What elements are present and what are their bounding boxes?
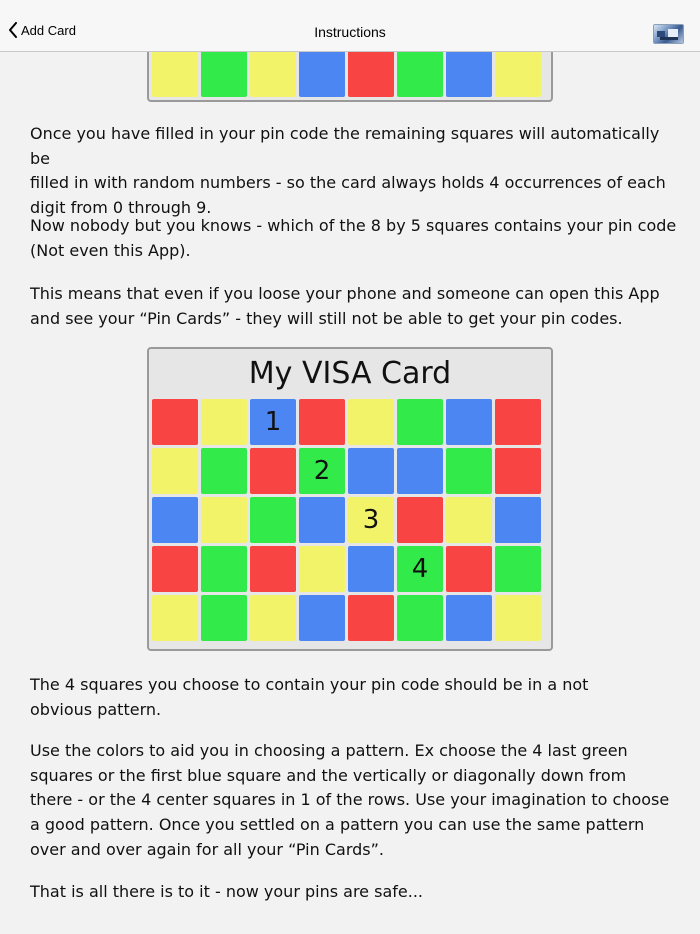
card-square <box>446 595 492 641</box>
card-square <box>397 51 443 97</box>
card-square <box>299 399 345 445</box>
pin-digit-square: 1 <box>250 399 296 445</box>
card-square <box>201 595 247 641</box>
card-thumbnail-icon[interactable] <box>653 24 684 44</box>
example-card <box>147 347 553 651</box>
paragraph-security: This means that even if you loose your phone and someone can open this App and see your “Pin Cards” - they will still not be able to get your pin codes. <box>30 284 660 328</box>
card-square <box>446 51 492 97</box>
card-square <box>446 399 492 445</box>
card-square <box>348 51 394 97</box>
navigation-bar <box>0 0 700 52</box>
card-square <box>201 448 247 494</box>
card-grid-partial <box>152 51 541 97</box>
page-title: Instructions <box>314 24 386 40</box>
pin-digit-square: 3 <box>348 497 394 543</box>
card-square <box>299 51 345 97</box>
card-square <box>348 546 394 592</box>
card-square <box>250 595 296 641</box>
card-square <box>495 546 541 592</box>
card-square <box>495 497 541 543</box>
card-square <box>299 546 345 592</box>
card-square <box>495 51 541 97</box>
paragraph-privacy: Now nobody but you knows - which of the 8 by 5 squares contains your pin code (Not even this App). <box>30 216 677 260</box>
card-square <box>201 546 247 592</box>
card-square <box>250 546 296 592</box>
card-square <box>201 51 247 97</box>
card-square <box>397 595 443 641</box>
card-square <box>446 497 492 543</box>
back-button-label: Add Card <box>21 22 76 38</box>
paragraph-closing: That is all there is to it - now your pins are safe... <box>30 882 423 901</box>
card-square <box>299 497 345 543</box>
card-square <box>348 399 394 445</box>
example-card-title: My VISA Card <box>248 356 452 391</box>
card-square <box>201 497 247 543</box>
card-square <box>397 399 443 445</box>
card-square <box>348 448 394 494</box>
pin-digit-square: 2 <box>299 448 345 494</box>
paragraph-colors: Use the colors to aid you in choosing a pattern. Ex choose the 4 last green squares or the first blue square and the vertically or diagonally down from there - or the 4 center squares in 1 of the rows. Use your imagination to choose a good pattern. Once you settled on a pattern you can use the same pattern over and over again for all your “Pin Cards”. <box>30 741 670 859</box>
card-square <box>446 546 492 592</box>
card-square <box>152 595 198 641</box>
card-square <box>495 448 541 494</box>
card-square <box>397 448 443 494</box>
paragraph-autofill: Once you have filled in your pin code the remaining squares will automatically be filled in with random numbers - so the card always holds 4 occurrences of each digit from 0 through 9. <box>30 124 666 218</box>
card-square <box>397 497 443 543</box>
card-square <box>152 546 198 592</box>
card-square <box>152 448 198 494</box>
card-square <box>250 51 296 97</box>
card-square <box>152 497 198 543</box>
example-card-grid <box>152 399 541 641</box>
card-square <box>446 448 492 494</box>
card-square <box>348 595 394 641</box>
card-square <box>152 399 198 445</box>
card-square <box>152 51 198 97</box>
card-square <box>250 497 296 543</box>
paragraph-pattern: The 4 squares you choose to contain your pin code should be in a not obvious pattern. <box>30 675 589 719</box>
pin-digit-square: 4 <box>397 546 443 592</box>
card-square <box>299 595 345 641</box>
card-square <box>495 595 541 641</box>
card-square <box>495 399 541 445</box>
card-square <box>250 448 296 494</box>
card-square <box>201 399 247 445</box>
